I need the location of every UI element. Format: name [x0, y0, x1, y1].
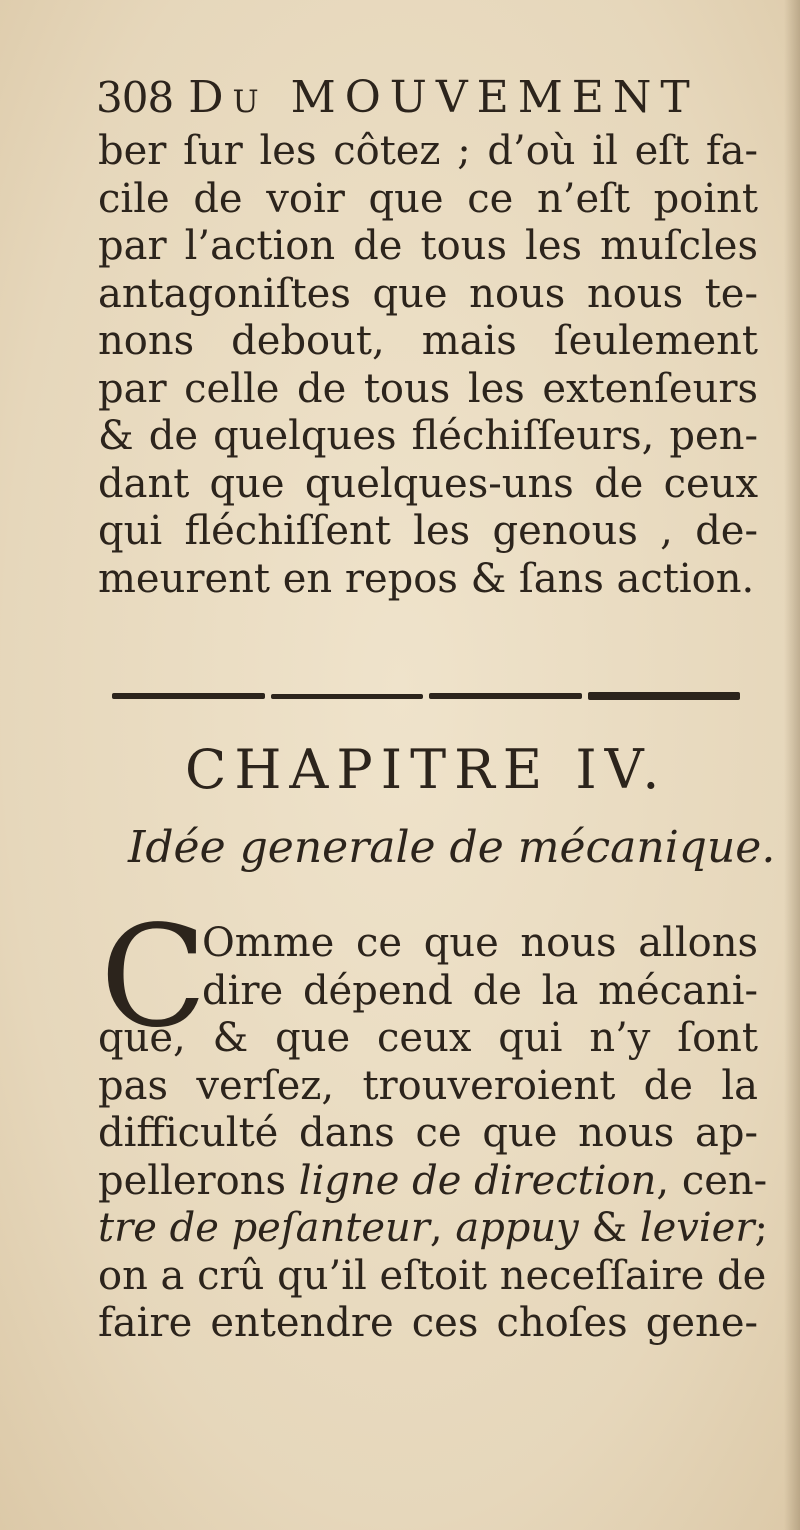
text-run: , cen-	[656, 1157, 768, 1204]
italic-term: tre de peſanteur	[98, 1205, 430, 1251]
chapter-paragraph	[98, 920, 768, 1348]
text-line: qui fléchiſſent les genous , de-	[98, 508, 758, 554]
rule-segment	[588, 692, 741, 700]
rule-segment	[429, 693, 582, 699]
text-line: cile de voir que ce n’eſt point	[98, 175, 758, 222]
italic-term: levier	[639, 1205, 755, 1251]
text-line: meurent en repos & ſans action.	[98, 555, 755, 602]
page-header	[96, 72, 736, 132]
chapter-subtitle: Idée generale de mécanique.	[128, 822, 776, 873]
text-run: pellerons	[98, 1157, 299, 1204]
rule-segment	[271, 694, 424, 699]
text-line: dant que quelques-uns de ceux	[98, 460, 758, 507]
text-line: par celle de tous les extenſeurs	[98, 365, 758, 412]
page-edge-shadow	[784, 0, 800, 1530]
chapter-title: CHAPITRE IV.	[185, 738, 668, 801]
text-line: difficulté dans ce que nous ap-	[98, 1110, 758, 1156]
text-run: &	[578, 1205, 640, 1251]
text-line: par l’action de tous les muſcles	[98, 223, 758, 269]
text-line: on a crû qu’il eſtoit neceſſaire de	[98, 1252, 767, 1299]
text-line-with-italics	[98, 1205, 768, 1253]
drop-cap: C	[100, 896, 208, 1059]
rule-segment	[112, 693, 265, 699]
text-run: ;	[754, 1205, 768, 1251]
italic-term: appuy	[455, 1205, 579, 1251]
text-line: & de quelques fléchiſſeurs, pen-	[98, 413, 758, 459]
text-line: que, & que ceux qui n’y ſont	[98, 1015, 758, 1061]
text-line: ber ſur les côtez ; d’où il eſt fa-	[98, 128, 758, 174]
italic-term: ligne de direction	[298, 1157, 657, 1204]
text-run: ,	[429, 1205, 456, 1251]
text-line: dire dépend de la mécani-	[202, 967, 758, 1014]
ornamental-rule	[112, 693, 740, 702]
page-number: 308	[96, 73, 174, 122]
text-line: nons debout, mais ſeulement	[98, 318, 758, 364]
text-line: antagoniſtes que nous nous te-	[98, 270, 758, 317]
text-line: Omme ce que nous allons	[202, 920, 758, 966]
text-line: faire entendre ces choſes gene-	[98, 1300, 758, 1346]
paragraph-continuation	[98, 128, 758, 603]
running-title: Du MOUVEMENT	[188, 72, 699, 123]
text-line-with-italics	[98, 1157, 768, 1206]
text-line: pas verſez, trouveroient de la	[98, 1062, 758, 1109]
